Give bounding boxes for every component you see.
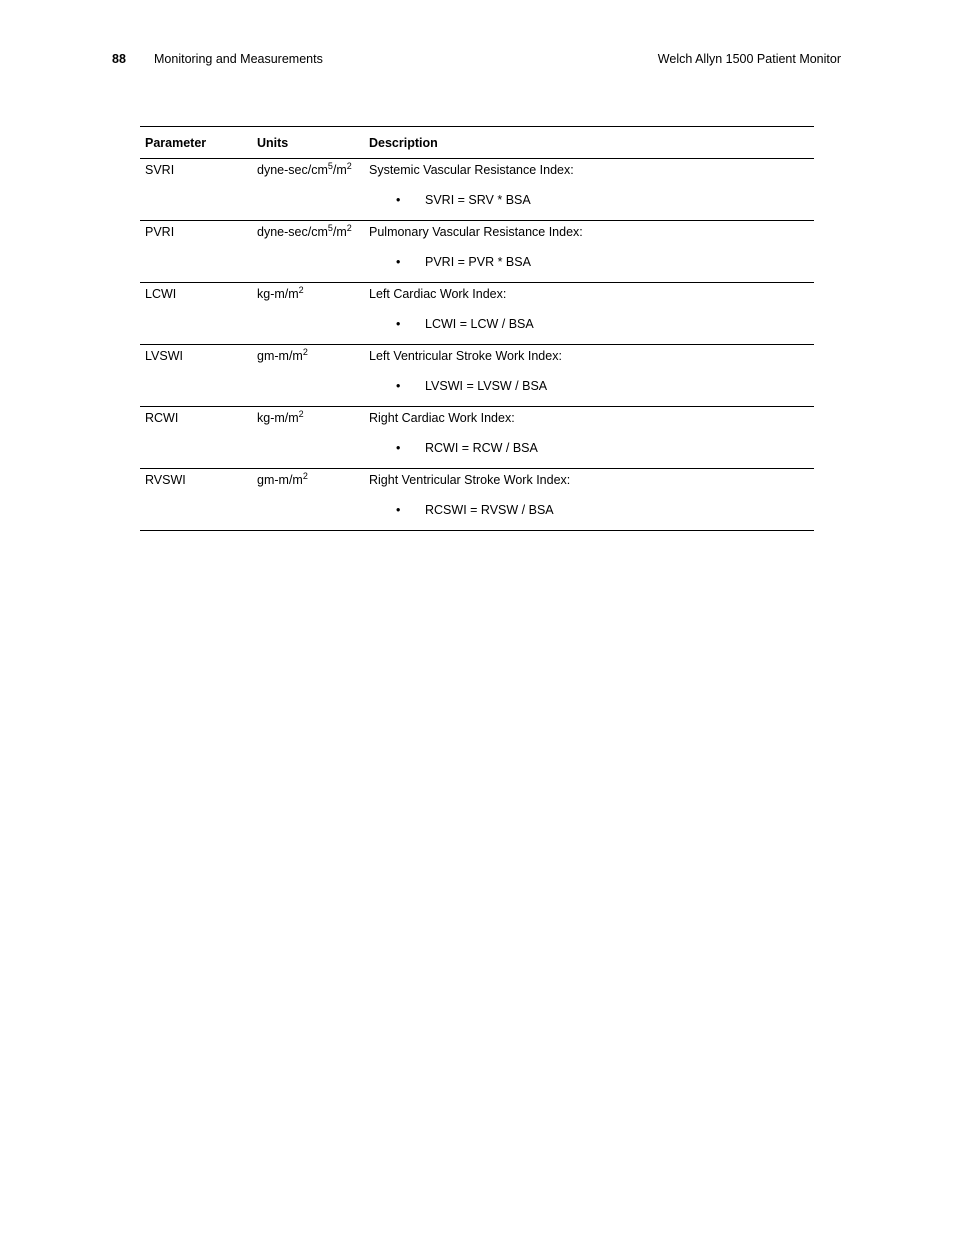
bullet-icon: • xyxy=(396,441,401,455)
cell-description xyxy=(364,345,814,407)
cell-units xyxy=(252,469,364,531)
table-header-row xyxy=(140,127,814,159)
units-base: dyne-sec/cm xyxy=(257,163,328,177)
formula-text: SVRI = SRV * BSA xyxy=(425,193,531,207)
cell-parameter: LVSWI xyxy=(140,345,252,407)
cell-description xyxy=(364,407,814,469)
bullet-icon: • xyxy=(396,255,401,269)
cell-description xyxy=(364,221,814,283)
bullet-icon: • xyxy=(396,317,401,331)
cell-units xyxy=(252,159,364,221)
table-row xyxy=(140,345,814,407)
units-exponent: 2 xyxy=(302,347,308,357)
units-base: gm-m/m xyxy=(257,473,303,487)
table-row xyxy=(140,283,814,345)
formula-text: LVSWI = LVSW / BSA xyxy=(425,379,548,393)
table-row xyxy=(140,159,814,221)
page-header xyxy=(0,52,954,72)
section-title: Monitoring and Measurements xyxy=(154,52,323,66)
cell-parameter: SVRI xyxy=(140,159,252,221)
formula-item xyxy=(369,441,809,455)
cell-units xyxy=(252,345,364,407)
formula-item xyxy=(369,317,809,331)
formula-text: RCWI = RCW / BSA xyxy=(425,441,538,455)
units-base: dyne-sec/cm xyxy=(257,225,328,239)
formula-item xyxy=(369,193,809,207)
parameters-table xyxy=(140,126,814,531)
units-exponent: 5 xyxy=(327,161,333,171)
formula-item xyxy=(369,503,809,517)
bullet-icon: • xyxy=(396,379,401,393)
table-row xyxy=(140,407,814,469)
page-number: 88 xyxy=(112,52,126,66)
cell-parameter: RCWI xyxy=(140,407,252,469)
units-base: kg-m/m xyxy=(257,287,299,301)
table-row xyxy=(140,469,814,531)
units-exponent: 2 xyxy=(298,285,304,295)
column-header-units: Units xyxy=(252,127,364,159)
cell-units xyxy=(252,407,364,469)
cell-units xyxy=(252,283,364,345)
formula-item xyxy=(369,379,809,393)
column-header-description: Description xyxy=(364,127,814,159)
table-row xyxy=(140,221,814,283)
cell-description xyxy=(364,159,814,221)
description-text: Right Ventricular Stroke Work Index: xyxy=(369,473,571,487)
formula-item xyxy=(369,255,809,269)
bullet-icon: • xyxy=(396,193,401,207)
description-text: Left Ventricular Stroke Work Index: xyxy=(369,349,562,363)
formula-text: LCWI = LCW / BSA xyxy=(425,317,534,331)
description-text: Right Cardiac Work Index: xyxy=(369,411,515,425)
column-header-parameter: Parameter xyxy=(140,127,252,159)
units-exponent: 2 xyxy=(346,223,352,233)
cell-parameter: LCWI xyxy=(140,283,252,345)
cell-units xyxy=(252,221,364,283)
units-exponent: 2 xyxy=(346,161,352,171)
cell-description xyxy=(364,283,814,345)
cell-description xyxy=(364,469,814,531)
units-exponent: 5 xyxy=(327,223,333,233)
units-base: kg-m/m xyxy=(257,411,299,425)
description-text: Left Cardiac Work Index: xyxy=(369,287,507,301)
units-mid: /m xyxy=(332,225,347,239)
description-text: Systemic Vascular Resistance Index: xyxy=(369,163,574,177)
cell-parameter: PVRI xyxy=(140,221,252,283)
formula-text: RCSWI = RVSW / BSA xyxy=(425,503,554,517)
cell-parameter: RVSWI xyxy=(140,469,252,531)
description-text: Pulmonary Vascular Resistance Index: xyxy=(369,225,583,239)
document-title: Welch Allyn 1500 Patient Monitor xyxy=(657,52,841,66)
units-mid: /m xyxy=(332,163,347,177)
bullet-icon: • xyxy=(396,503,401,517)
units-exponent: 2 xyxy=(298,409,304,419)
formula-text: PVRI = PVR * BSA xyxy=(425,255,531,269)
units-exponent: 2 xyxy=(302,471,308,481)
units-base: gm-m/m xyxy=(257,349,303,363)
